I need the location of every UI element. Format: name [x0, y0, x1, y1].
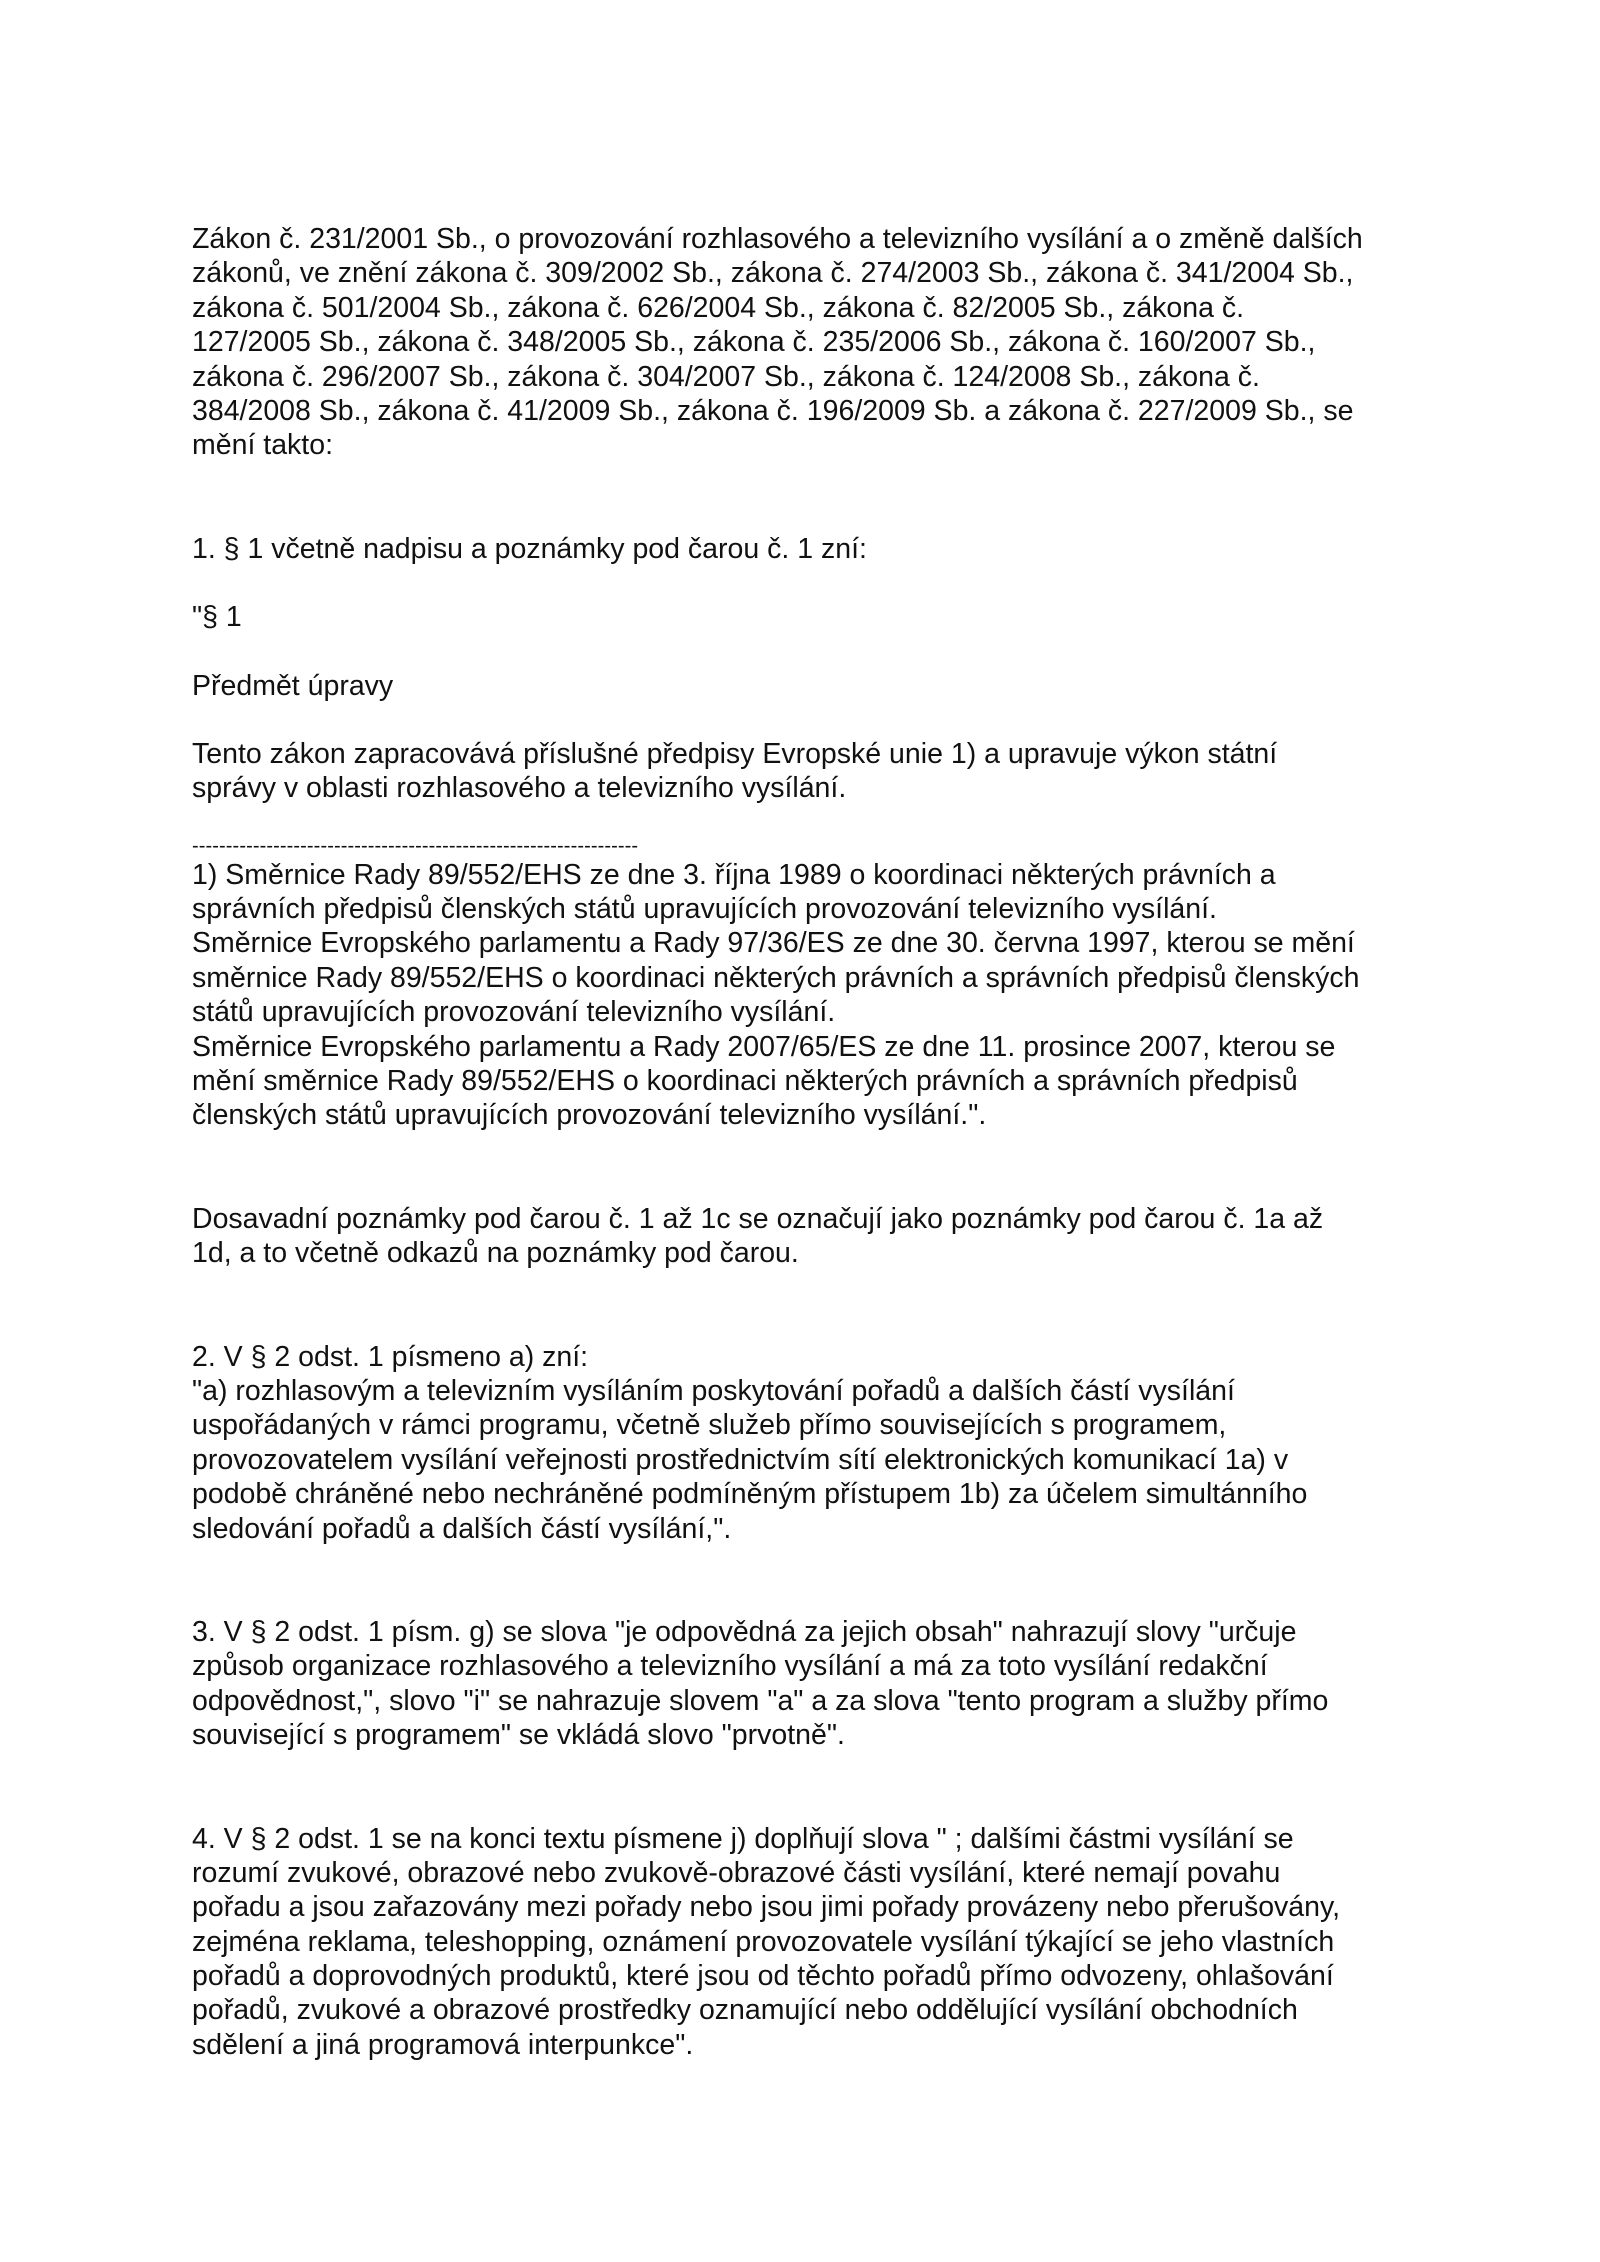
intro-line: mění takto: [192, 429, 333, 462]
section-mark: "§ 1 [192, 601, 242, 634]
point-3-line: související s programem" se vkládá slovo "prvotně". [192, 1719, 845, 1752]
point-2-line: uspořádaných v rámci programu, včetně služeb přímo souvisejících s programem, [192, 1409, 1227, 1442]
body-line: správy v oblasti rozhlasového a televizního vysílání. [192, 772, 847, 805]
point-1-body [192, 737, 1442, 806]
note-line: 1d, a to včetně odkazů na poznámky pod čarou. [192, 1237, 799, 1270]
intro-paragraph [192, 222, 1442, 463]
intro-line: zákona č. 296/2007 Sb., zákona č. 304/2007 Sb., zákona č. 124/2008 Sb., zákona č. [192, 360, 1260, 393]
section-title: Předmět úpravy [192, 669, 394, 702]
footnote-line: 1) Směrnice Rady 89/552/EHS ze dne 3. října 1989 o koordinaci některých právních a [192, 858, 1276, 891]
point-4-line: pořadů, zvukové a obrazové prostředky oznamující nebo oddělující vysílání obchodních [192, 1994, 1298, 2027]
intro-line: zákonů, ve znění zákona č. 309/2002 Sb., zákona č. 274/2003 Sb., zákona č. 341/2004 Sb., [192, 257, 1354, 290]
point-2-line: "a) rozhlasovým a televizním vysíláním poskytování pořadů a dalších částí vysílání [192, 1374, 1235, 1407]
footnote-separator: ------------------------------------------------------------------ [192, 835, 639, 856]
point-1-heading: 1. § 1 včetně nadpisu a poznámky pod čarou č. 1 zní: [192, 532, 867, 565]
footnote-renumbering-note [192, 1202, 1442, 1271]
footnote-line: Směrnice Evropského parlamentu a Rady 97/36/ES ze dne 30. června 1997, kterou se mění [192, 927, 1355, 960]
point-4-line: 4. V § 2 odst. 1 se na konci textu písmene j) doplňují slova " ; dalšími částmi vysílání se [192, 1822, 1294, 1855]
point-3-line: způsob organizace rozhlasového a televizního vysílání a má za toto vysílání redakční [192, 1650, 1268, 1683]
point-4-line: sdělení a jiná programová interpunkce". [192, 2028, 694, 2061]
intro-line: 384/2008 Sb., zákona č. 41/2009 Sb., zákona č. 196/2009 Sb. a zákona č. 227/2009 Sb., se [192, 394, 1354, 427]
intro-line: zákona č. 501/2004 Sb., zákona č. 626/2004 Sb., zákona č. 82/2005 Sb., zákona č. [192, 291, 1245, 324]
point-2-line: 2. V § 2 odst. 1 písmeno a) zní: [192, 1340, 589, 1373]
point-3-line: 3. V § 2 odst. 1 písm. g) se slova "je odpovědná za jejich obsah" nahrazují slovy "určuje [192, 1615, 1297, 1648]
point-4-line: zejména reklama, teleshopping, oznámení provozovatele vysílání týkající se jeho vlastních [192, 1925, 1335, 1958]
footnote-line: mění směrnice Rady 89/552/EHS o koordinaci některých právních a správních předpisů [192, 1065, 1298, 1098]
point-2 [192, 1340, 1442, 1546]
point-4-line: pořadu a jsou zařazovány mezi pořady nebo jsou jimi pořady provázeny nebo přerušovány, [192, 1891, 1341, 1924]
intro-line: 127/2005 Sb., zákona č. 348/2005 Sb., zákona č. 235/2006 Sb., zákona č. 160/2007 Sb., [192, 326, 1316, 359]
point-4-line: pořadů a doprovodných produktů, které jsou od těchto pořadů přímo odvozeny, ohlašování [192, 1960, 1334, 1993]
point-2-line: podobě chráněné nebo nechráněné podmíněným přístupem 1b) za účelem simultánního [192, 1478, 1308, 1511]
footnote-line: členských států upravujících provozování televizního vysílání.". [192, 1099, 987, 1132]
footnote-line: států upravujících provozování televizního vysílání. [192, 996, 836, 1029]
point-2-line: sledování pořadů a dalších částí vysílání,". [192, 1512, 732, 1545]
intro-line: Zákon č. 231/2001 Sb., o provozování rozhlasového a televizního vysílání a o změně dalších [192, 223, 1363, 255]
point-4 [192, 1822, 1442, 2063]
point-2-line: provozovatelem vysílání veřejnosti prostřednictvím sítí elektronických komunikací 1a) v [192, 1443, 1289, 1476]
point-3 [192, 1615, 1442, 1753]
document-page [192, 222, 1442, 2062]
point-3-line: odpovědnost,", slovo "i" se nahrazuje slovem "a" a za slova "tento program a služby přímo [192, 1684, 1329, 1717]
footnote [192, 858, 1442, 1133]
footnote-line: směrnice Rady 89/552/EHS o koordinaci některých právních a správních předpisů členských [192, 961, 1360, 994]
footnote-line: Směrnice Evropského parlamentu a Rady 2007/65/ES ze dne 11. prosince 2007, kterou se [192, 1030, 1336, 1063]
footnote-line: správních předpisů členských států upravujících provozování televizního vysílání. [192, 893, 1217, 926]
point-4-line: rozumí zvukové, obrazové nebo zvukově-obrazové části vysílání, které nemají povahu [192, 1856, 1281, 1889]
note-line: Dosavadní poznámky pod čarou č. 1 až 1c se označují jako poznámky pod čarou č. 1a až [192, 1202, 1324, 1235]
body-line: Tento zákon zapracovává příslušné předpisy Evropské unie 1) a upravuje výkon státní [192, 737, 1278, 770]
